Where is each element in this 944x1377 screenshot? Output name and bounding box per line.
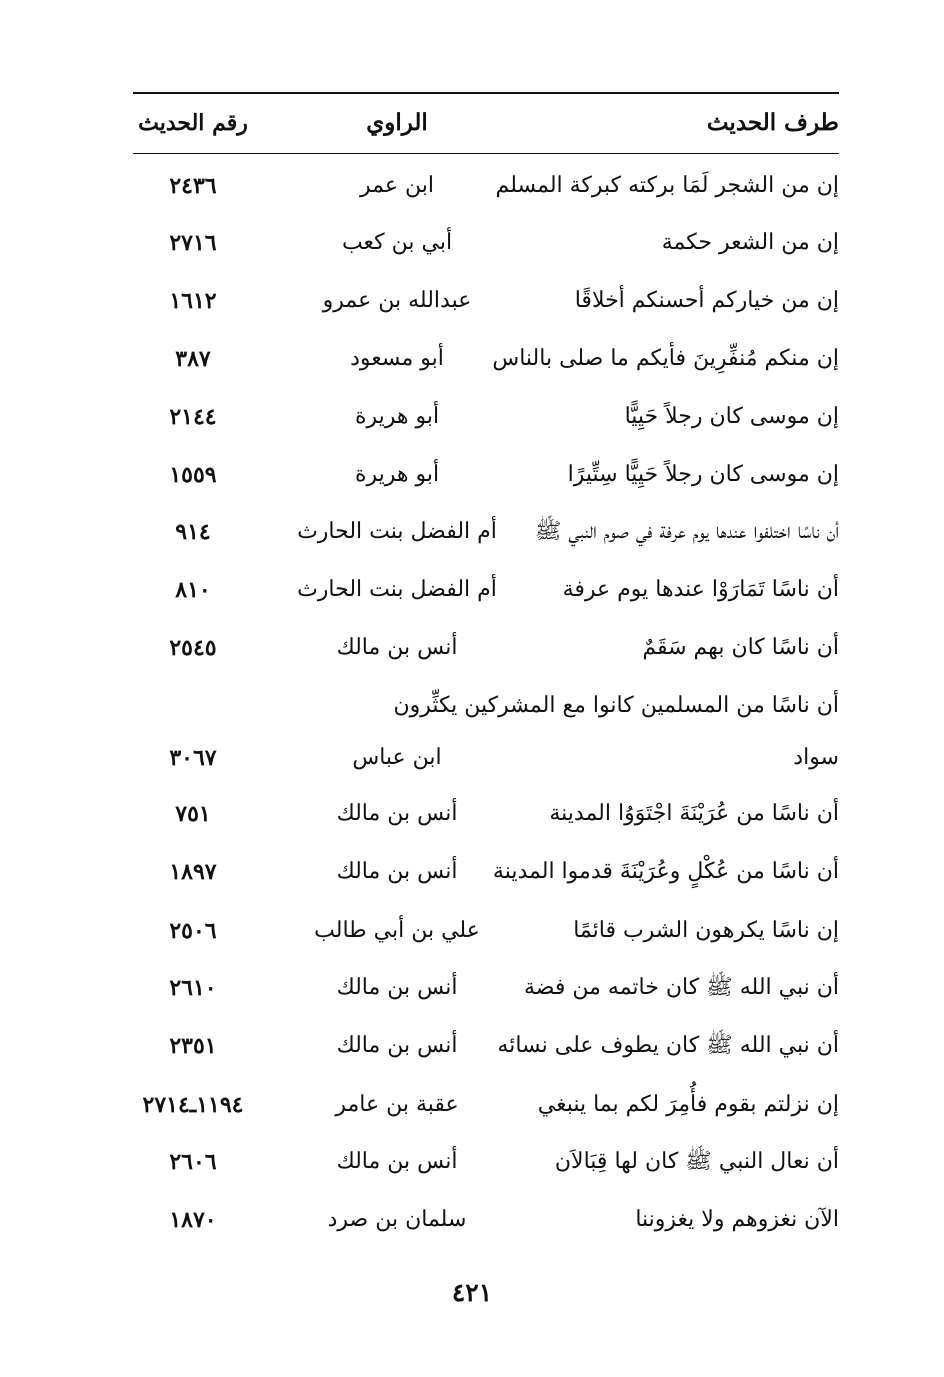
hadith-text: إن موسى كان رجلاً حَيِيًّا سِتِّيرًا bbox=[567, 462, 839, 487]
table-row bbox=[133, 850, 839, 894]
hadith-text: أن ناسًا من المسلمين كانوا مع المشركين يكثِّرون bbox=[393, 693, 839, 718]
table-row bbox=[133, 684, 839, 728]
header-rawi: الراوي bbox=[366, 109, 428, 136]
rawi-name: أبو هريرة bbox=[354, 404, 440, 429]
header-hadith: طرف الحديث bbox=[706, 109, 839, 136]
rawi-name: ابن عباس bbox=[352, 745, 442, 770]
rawi-name: سلمان بن صرد bbox=[327, 1207, 467, 1232]
hadith-number: ٩١٤ bbox=[175, 519, 211, 545]
table-row bbox=[133, 164, 839, 208]
hadith-number: ٢٦٠٦ bbox=[169, 1149, 217, 1175]
rawi-name: أنس بن مالك bbox=[336, 1149, 458, 1174]
rawi-name: أنس بن مالك bbox=[336, 635, 458, 660]
rawi-name: علي بن أبي طالب bbox=[314, 918, 480, 943]
table-row bbox=[133, 626, 839, 670]
hadith-number: ٢٣٥١ bbox=[169, 1033, 217, 1059]
table-row bbox=[133, 966, 839, 1010]
hadith-text: الآن نغزوهم ولا يغزوننا bbox=[635, 1207, 839, 1232]
header-number: رقم الحديث bbox=[138, 110, 248, 136]
hadith-number: ١١٩٤ـ٢٧١٤ bbox=[142, 1092, 244, 1118]
hadith-number: ٧٥١ bbox=[175, 801, 211, 827]
hadith-number: ٢٧١٦ bbox=[169, 230, 217, 256]
hadith-number: ٢٦١٠ bbox=[169, 975, 217, 1001]
rawi-name: عقبة بن عامر bbox=[335, 1092, 459, 1117]
rawi-name: أم الفضل بنت الحارث bbox=[297, 519, 497, 544]
hadith-text: إن من الشجر لَمَا بركته كبركة المسلم bbox=[495, 173, 839, 198]
table-row bbox=[133, 568, 839, 612]
hadith-text: إن موسى كان رجلاً حَيِيًّا bbox=[624, 404, 839, 429]
rawi-name: أنس بن مالك bbox=[336, 975, 458, 1000]
rawi-name: ابن عمر bbox=[360, 173, 434, 198]
table-row bbox=[133, 221, 839, 265]
table-row bbox=[133, 1024, 839, 1068]
table-row bbox=[133, 1140, 839, 1184]
rawi-name: أبو مسعود bbox=[350, 346, 444, 371]
table-row bbox=[133, 1083, 839, 1127]
table-row bbox=[133, 453, 839, 497]
hadith-text: أن نبي الله ﷺ كان يطوف على نسائه bbox=[497, 1033, 839, 1058]
table-row bbox=[133, 1198, 839, 1242]
hadith-number: ١٨٩٧ bbox=[169, 859, 217, 885]
hadith-number: ٣٨٧ bbox=[175, 346, 211, 372]
hadith-text: أن ناسًا من عُكْلٍ وعُرَيْنَةَ قدموا المدينة bbox=[492, 859, 839, 884]
hadith-number: ٢٤٣٦ bbox=[169, 173, 217, 199]
hadith-number: ١٨٧٠ bbox=[169, 1207, 217, 1233]
table-row bbox=[133, 279, 839, 323]
hadith-text: إن نزلتم بقوم فأُمِرَ لكم بما ينبغي bbox=[537, 1092, 839, 1117]
rawi-name: أم الفضل بنت الحارث bbox=[297, 577, 497, 602]
hadith-number: ٢٥٠٦ bbox=[169, 918, 217, 944]
hadith-number: ١٥٥٩ bbox=[169, 462, 217, 488]
hadith-text: إن من خياركم أحسنكم أخلاقًا bbox=[574, 288, 839, 313]
hadith-text: أن ناسًا كان بهم سَقَمٌ bbox=[642, 635, 839, 660]
hadith-number: ١٦١٢ bbox=[169, 288, 217, 314]
hadith-text: أن ناسًا من عُرَيْنَةَ اجْتَوَوُا المدينة bbox=[549, 801, 839, 826]
hadith-text: إن منكم مُنفِّرِينَ فأيكم ما صلى بالناس bbox=[492, 346, 839, 371]
page-number: ٤٢١ bbox=[451, 1278, 493, 1307]
rawi-name: أبي بن كعب bbox=[341, 230, 453, 255]
hadith-text: أن نعال النبي ﷺ كان لها قِبَالاَن bbox=[554, 1149, 839, 1174]
hadith-text: سواد bbox=[793, 745, 839, 770]
header-rule bbox=[133, 153, 839, 154]
hadith-number: ٣٠٦٧ bbox=[169, 745, 217, 771]
rawi-name: عبدالله بن عمرو bbox=[322, 288, 472, 313]
table-row bbox=[133, 909, 839, 953]
rawi-name: أنس بن مالك bbox=[336, 801, 458, 826]
table-row bbox=[133, 395, 839, 439]
table-row bbox=[133, 736, 839, 780]
hadith-number: ٨١٠ bbox=[175, 577, 211, 603]
hadith-number: ٢١٤٤ bbox=[169, 404, 217, 430]
rawi-name: أنس بن مالك bbox=[336, 859, 458, 884]
hadith-number: ٢٥٤٥ bbox=[169, 635, 217, 661]
table-row bbox=[133, 510, 839, 554]
hadith-text: أن ناسًا تَمَارَوْا عندها يوم عرفة bbox=[562, 577, 839, 602]
rawi-name: أبو هريرة bbox=[354, 462, 440, 487]
table-header bbox=[133, 101, 839, 145]
hadith-text: إن من الشعر حكمة bbox=[661, 230, 839, 255]
hadith-text: أن نبي الله ﷺ كان خاتمه من فضة bbox=[524, 975, 839, 1000]
hadith-text: أن ناسًا اختلفوا عندها يوم عرفة في صوم النبي ﷺ bbox=[534, 519, 839, 544]
hadith-text: إن ناسًا يكرهون الشرب قائمًا bbox=[573, 918, 839, 943]
table-row bbox=[133, 337, 839, 381]
table-row bbox=[133, 792, 839, 836]
rawi-name: أنس بن مالك bbox=[336, 1033, 458, 1058]
top-rule bbox=[133, 92, 839, 94]
